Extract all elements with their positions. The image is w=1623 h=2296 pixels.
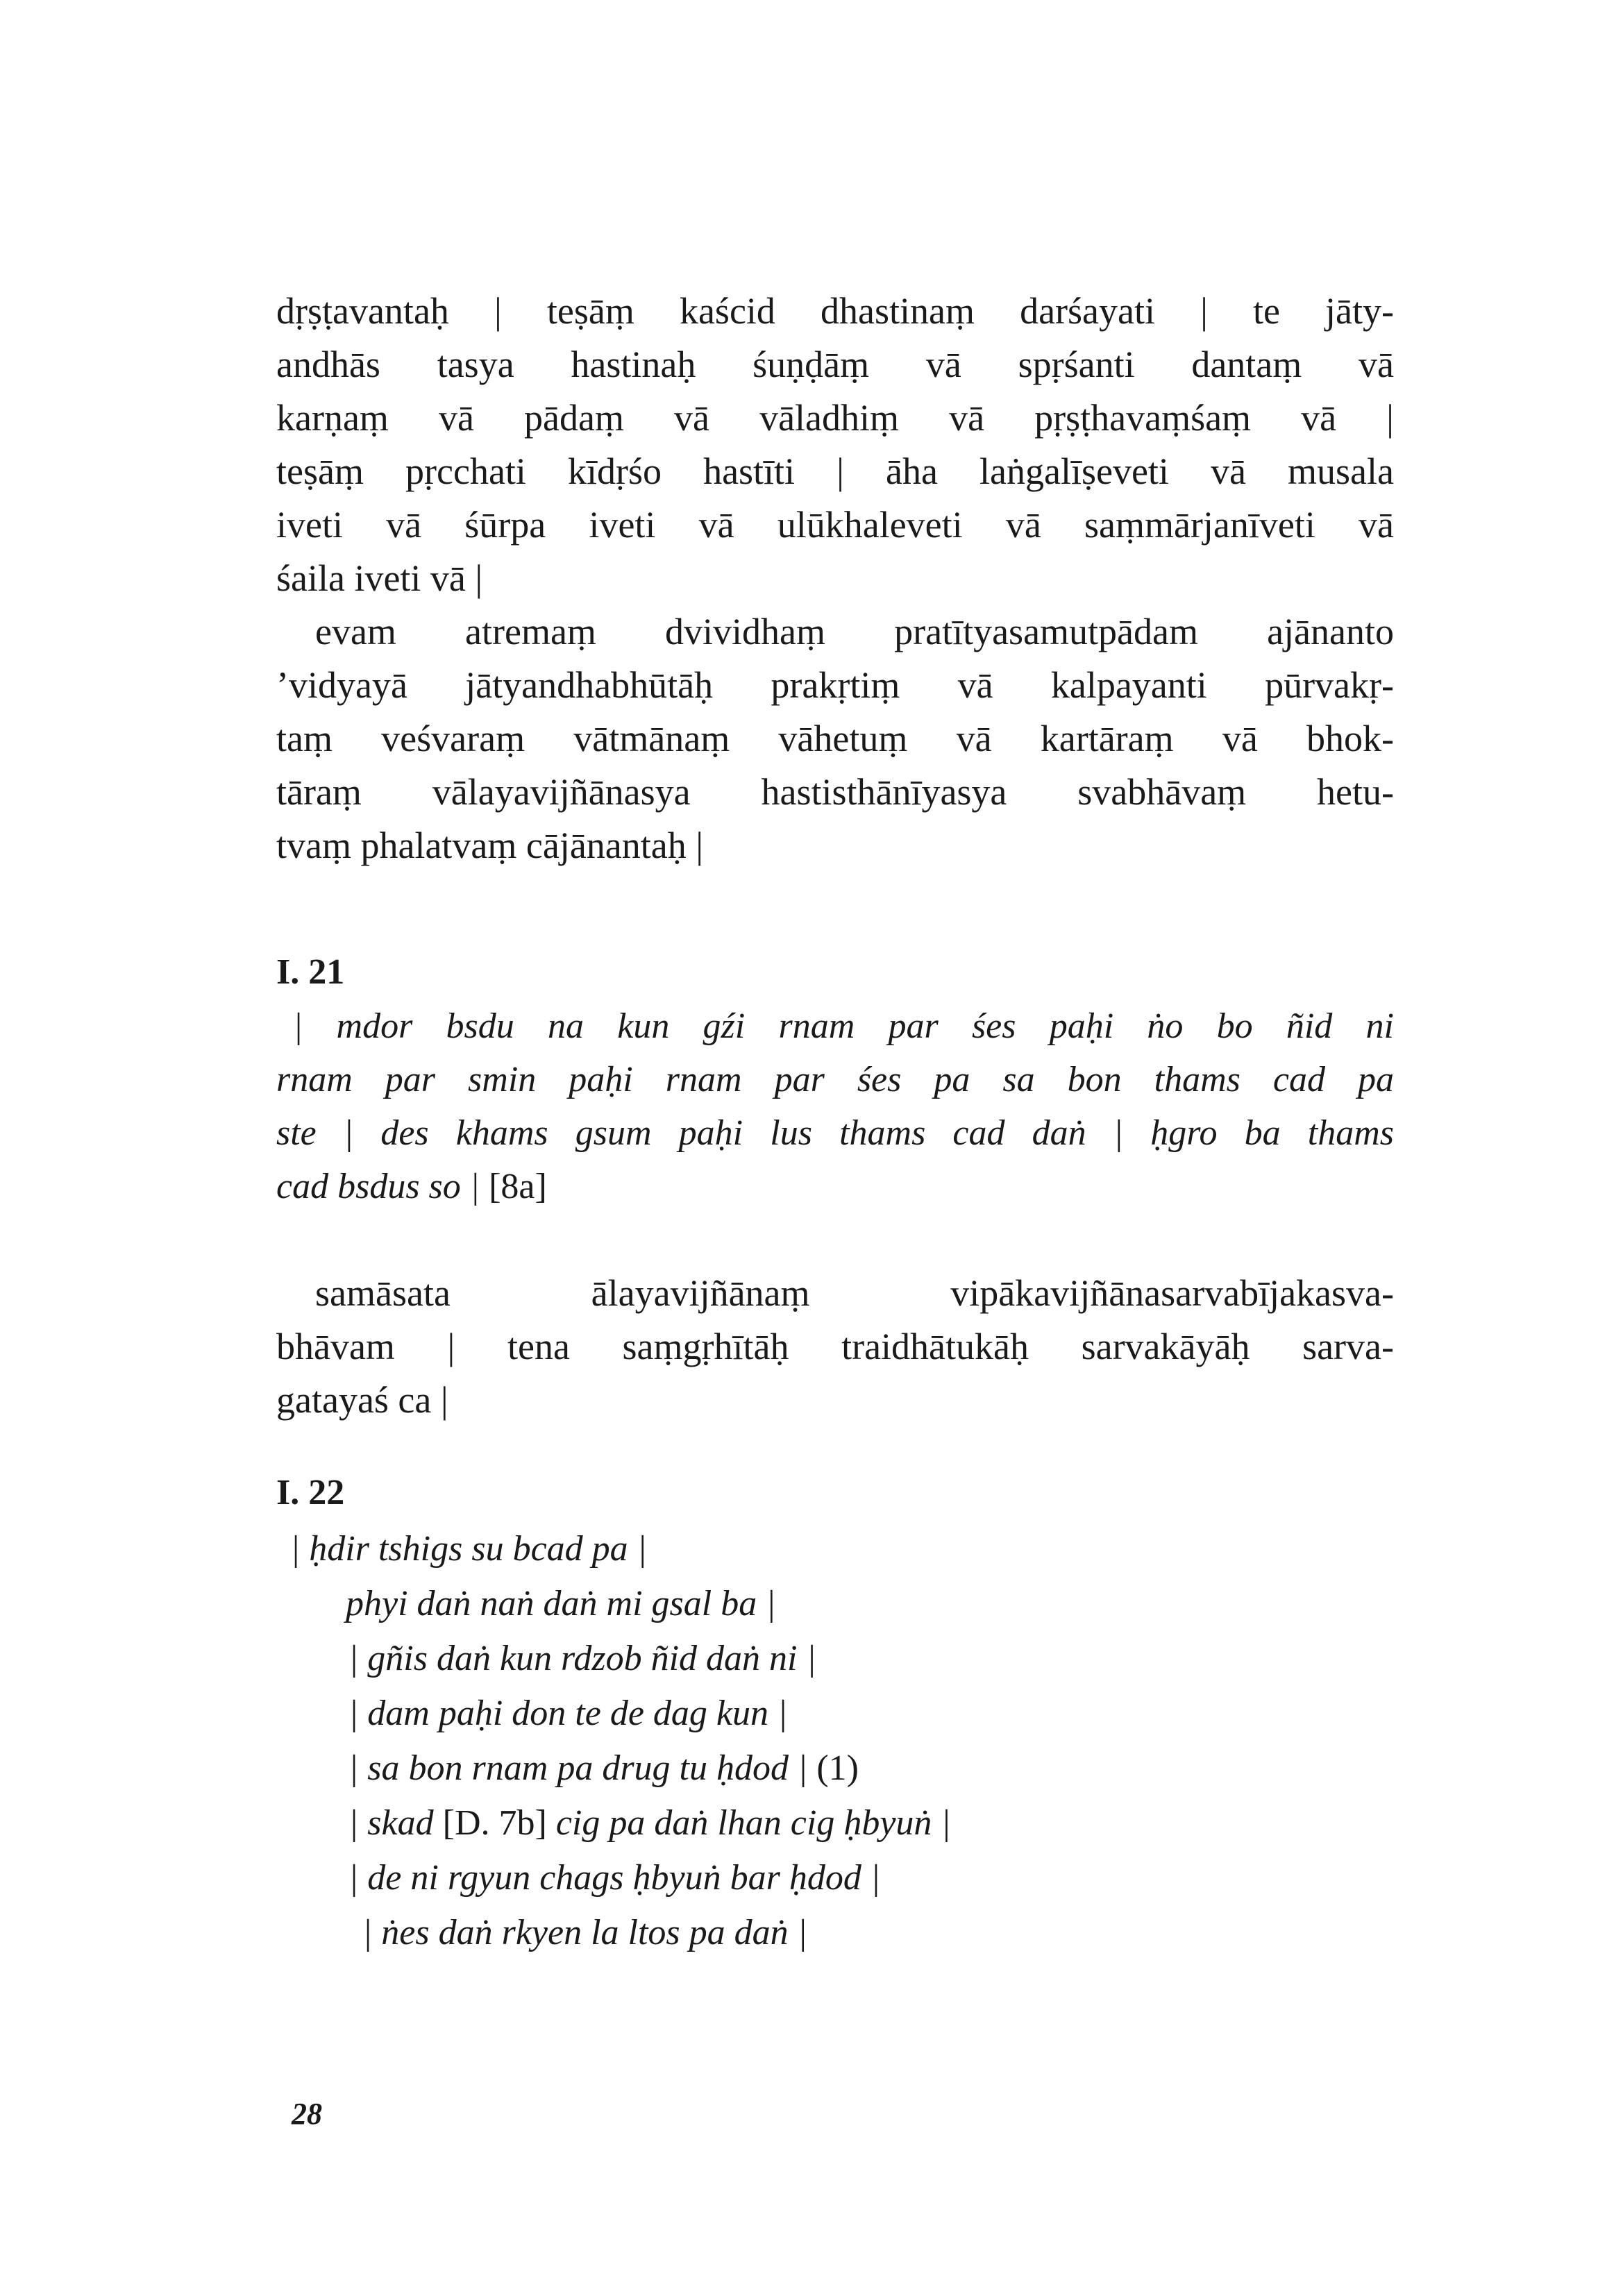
text-line: teṣāṃ pṛcchati kīdṛśo hastīti | āha laṅgalīṣeveti vā musala [276, 450, 1394, 492]
text-line: iveti vā śūrpa iveti vā ulūkhaleveti vā saṃmārjanīveti vā [276, 504, 1394, 546]
verse-line: phyi daṅ naṅ daṅ mi gsal ba | [346, 1584, 776, 1623]
passage-2 [276, 605, 1394, 872]
text-line: tāraṃ vālayavijñānasya hastisthānīyasya svabhāvaṃ hetu- [276, 771, 1394, 813]
verse-line [276, 1796, 1179, 1850]
verse-line: | ṅes daṅ rkyen la ltos pa daṅ | [362, 1913, 807, 1952]
section-heading-21: I. 21 [276, 952, 345, 992]
text-line [276, 1160, 1394, 1213]
note-ref: (1) [816, 1748, 859, 1788]
text-segment: | sa bon rnam pa drug tu ḥdod | [348, 1748, 808, 1788]
text-line: ste | des khams gsum paḥi lus thams cad daṅ | ḥgro ba thams [276, 1113, 1394, 1153]
text-line: evam atremaṃ dvividhaṃ pratītyasamutpādam ajānanto [315, 611, 1394, 652]
verse-line: | de ni rgyun chags ḥbyuṅ bar ḥdod | [348, 1858, 881, 1898]
section-heading-22: I. 22 [276, 1473, 345, 1512]
text-line: śaila iveti vā | [276, 557, 483, 599]
verse-line [276, 1741, 1179, 1796]
verse-line: | ḥdir tshigs su bcad pa | [290, 1529, 647, 1569]
text-line: | mdor bsdu na kun gźi rnam par śes paḥi ṅo bo ñid ni [293, 1006, 1394, 1046]
passage-1 [276, 285, 1394, 605]
text-segment: | skad [348, 1803, 434, 1843]
text-line: dṛṣṭavantaḥ | teṣāṃ kaścid dhastinaṃ darśayati | te jāty- [276, 290, 1394, 332]
text-segment: cad bsdus so | [276, 1167, 480, 1206]
verse-line: | dam paḥi don te de dag kun | [348, 1694, 788, 1733]
folio-ref: [D. 7b] [442, 1803, 547, 1843]
text-segment: cig pa daṅ lhan cig ḥbyuṅ | [555, 1803, 951, 1843]
verse-22 [276, 1521, 1179, 1960]
text-line: bhāvam | tena saṃgṛhītāḥ traidhātukāḥ sarvakāyāḥ sarva- [276, 1326, 1394, 1367]
tibetan-passage-21 [276, 999, 1394, 1213]
text-line: samāsata ālayavijñānaṃ vipākavijñānasarvabījakasva- [315, 1272, 1394, 1314]
sanskrit-passage-21 [276, 1267, 1394, 1427]
page-number: 28 [292, 2097, 322, 2131]
text-line: rnam par smin paḥi rnam par śes pa sa bon thams cad pa [276, 1060, 1394, 1099]
folio-ref: [8a] [489, 1167, 547, 1206]
text-line: taṃ veśvaraṃ vātmānaṃ vāhetuṃ vā kartāraṃ vā bhok- [276, 718, 1394, 759]
text-line: karṇaṃ vā pādaṃ vā vāladhiṃ vā pṛṣṭhavaṃśaṃ vā | [276, 397, 1394, 439]
text-line: andhās tasya hastinaḥ śuṇḍāṃ vā spṛśanti dantaṃ vā [276, 344, 1394, 385]
text-line: gatayaś ca | [276, 1379, 448, 1421]
text-line: tvaṃ phalatvaṃ cājānantaḥ | [276, 825, 704, 866]
text-line: ’vidyayā jātyandhabhūtāḥ prakṛtiṃ vā kalpayanti pūrvakṛ- [276, 664, 1394, 706]
verse-line: | gñis daṅ kun rdzob ñid daṅ ni | [348, 1639, 816, 1678]
